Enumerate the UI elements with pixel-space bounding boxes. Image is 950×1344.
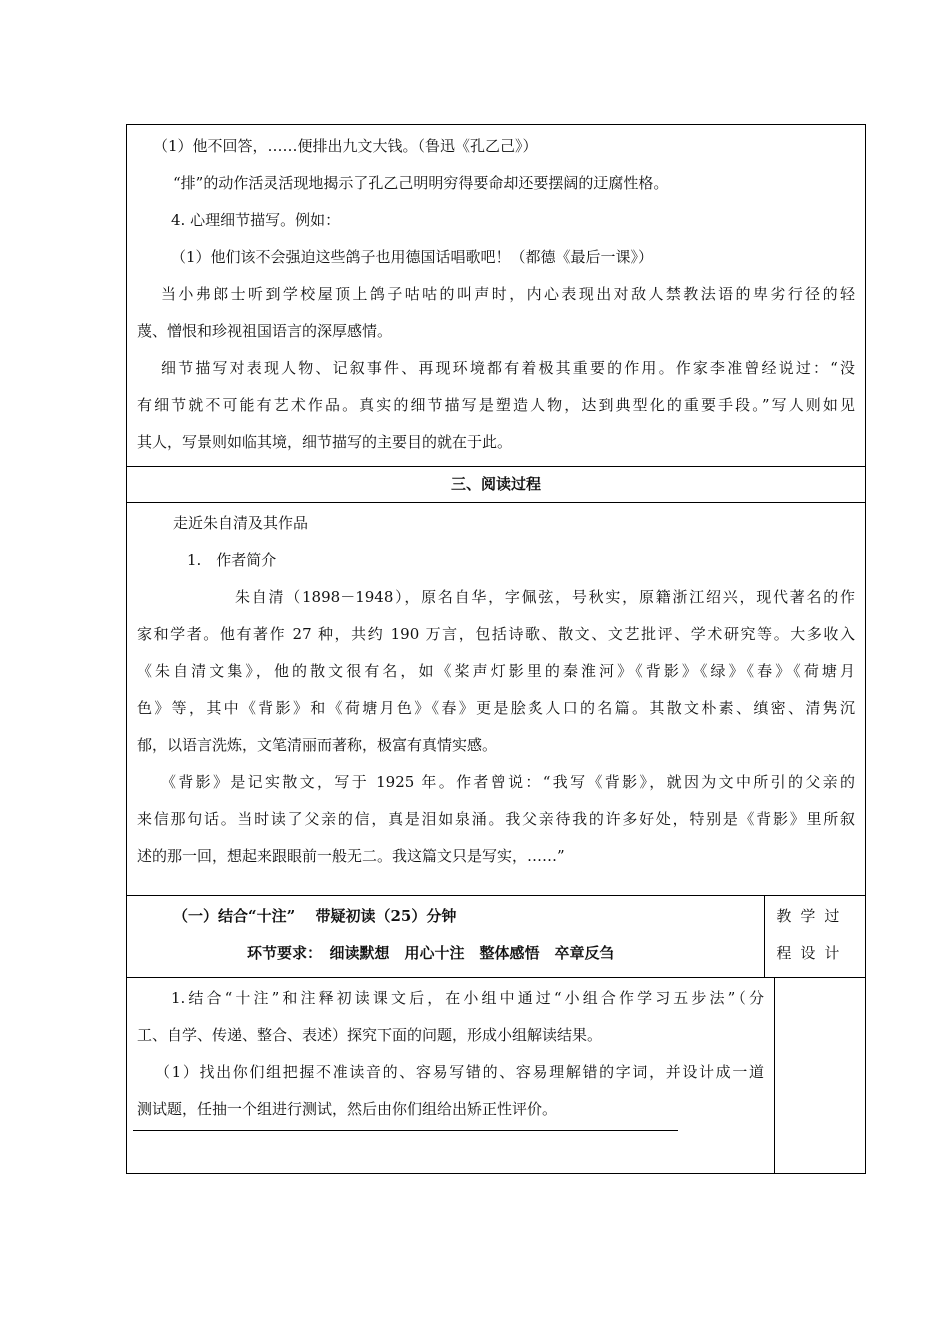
- text-line: 郁，以语言洗炼，文笔清丽而著称，极富有真情实感。: [137, 736, 498, 754]
- text-line: 来信那句话。当时读了父亲的信，真是泪如泉涌。我父亲待我的许多好处，特别是《背影》里所叙: [137, 810, 855, 828]
- text-line: （1）找出你们组把握不准读音的、容易写错的、容易理解错的字词，并设计成一道: [155, 1063, 764, 1081]
- text-line: 1. 作者简介: [187, 551, 277, 569]
- side-note-empty-cell: [775, 978, 865, 1173]
- text-line: （1）他不回答，……便排出九文大钱。（鲁迅《孔乙己》）: [153, 137, 538, 155]
- text-line: 蔑、憎恨和珍视祖国语言的深厚感情。: [137, 322, 393, 340]
- text-line: 当小弗郎士听到学校屋顶上鸽子咕咕的叫声时，内心表现出对敌人禁教法语的卑劣行径的轻: [161, 285, 855, 303]
- activity-heading: （一）结合“十注” 带疑初读（25）分钟: [173, 907, 457, 925]
- text-line: （1）他们该不会强迫这些鸽子也用德国话唱歌吧！（都德《最后一课》）: [171, 248, 654, 266]
- text-line: 细节描写对表现人物、记叙事件、再现环境都有着极其重要的作用。作家李准曾经说过：“没: [161, 359, 855, 377]
- side-note-cell: [765, 896, 865, 977]
- answer-blank-line[interactable]: [133, 1130, 678, 1131]
- side-note-line: 程设计: [776, 944, 849, 962]
- activity-content-row: [127, 978, 865, 1173]
- text-line: 1.结合“十注”和注释初读课文后，在小组中通过“小组合作学习五步法”（分: [171, 989, 764, 1007]
- author-intro-section: [127, 503, 865, 896]
- text-line: 有细节就不可能有艺术作品。真实的细节描写是塑造人物，达到典型化的重要手段。”写人则如见: [137, 396, 855, 414]
- text-line: 《朱自清文集》，他的散文很有名，如《桨声灯影里的秦淮河》《背影》《绿》《春》《荷塘月: [137, 662, 855, 680]
- text-line: 测试题，任抽一个组进行测试，然后由你们组给出矫正性评价。: [137, 1100, 558, 1118]
- text-line: 工、自学、传递、整合、表述）探究下面的问题，形成小组解读结果。: [137, 1026, 603, 1044]
- text-line: 走近朱自清及其作品: [173, 514, 309, 532]
- text-line: 述的那一回，想起来跟眼前一般无二。我这篇文只是写实，……”: [137, 847, 565, 865]
- activity-header-row: [127, 896, 865, 978]
- section-title: 三、阅读过程: [127, 467, 865, 503]
- text-line: 4. 心理细节描写。例如：: [171, 211, 341, 229]
- activity-header-cell: [127, 896, 765, 977]
- activity-content-cell: [127, 978, 775, 1173]
- text-line: 朱自清（1898－1948），原名自华，字佩弦，号秋实，原籍浙江绍兴，现代著名的作: [235, 588, 855, 606]
- side-note-line: 教学过: [776, 907, 849, 925]
- text-line: 《背影》是记实散文，写于 1925 年。作者曾说：“我写《背影》，就因为文中所引的父亲的: [161, 773, 855, 791]
- lesson-table: [126, 124, 866, 1174]
- detail-description-section: [127, 125, 865, 467]
- text-line: 其人，写景则如临其境，细节描写的主要目的就在于此。: [137, 433, 513, 451]
- text-line: “排”的动作活灵活现地揭示了孔乙己明明穷得要命却还要摆阔的迂腐性格。: [173, 174, 669, 192]
- text-line: 家和学者。他有著作 27 种，共约 190 万言，包括诗歌、散文、文艺批评、学术研究等。大多收入: [137, 625, 855, 643]
- text-line: 色》等，其中《背影》和《荷塘月色》《春》更是脍炙人口的名篇。其散文朴素、缜密、清隽沉: [137, 699, 855, 717]
- activity-requirement: 环节要求： 细读默想 用心十注 整体感悟 卒章反刍: [247, 944, 615, 962]
